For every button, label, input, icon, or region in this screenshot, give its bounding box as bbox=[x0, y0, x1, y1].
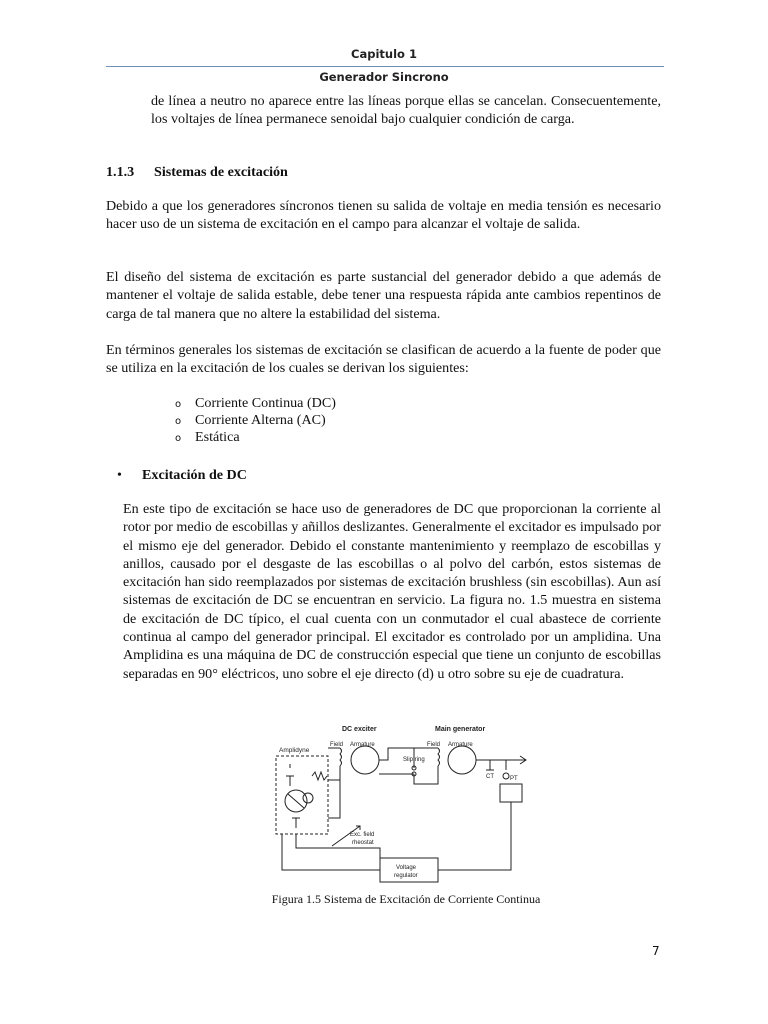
list-item bbox=[175, 429, 240, 447]
paragraph-1: Debido a que los generadores síncronos tienen su salida de voltaje en media tensión es necesario hacer uso de un sistema de excitación en el campo para alcanzar el voltaje de salida. bbox=[106, 198, 661, 233]
generator-field-coil bbox=[438, 748, 440, 766]
main-generator-label: Main generator bbox=[435, 726, 486, 733]
list-item-text: Corriente Continua (DC) bbox=[195, 395, 336, 411]
voltage-label: Voltage bbox=[396, 865, 417, 871]
list-marker: o bbox=[175, 399, 182, 410]
paragraph-3: En términos generales los sistemas de excitación se clasifican de acuerdo a la fuente de poder que se utiliza en la excitación de los cuales se derivan los siguientes: bbox=[106, 342, 661, 377]
amplidyne-label: Amplidyne bbox=[279, 747, 310, 754]
intro-paragraph: de línea a neutro no aparece entre las líneas porque ellas se cancelan. Consecuentemente, los voltajes de línea permanece senoidal bajo cualquier condición de carga. bbox=[151, 93, 661, 128]
exciter-field-coil bbox=[340, 748, 342, 766]
slip-ring-label: Slip ring bbox=[403, 757, 425, 763]
chapter-header: Capitulo 1 bbox=[351, 47, 417, 61]
dc-exciter-label: DC exciter bbox=[342, 726, 377, 733]
header-divider bbox=[106, 66, 664, 67]
dc-excitation-diagram bbox=[268, 718, 530, 890]
page-number: 7 bbox=[652, 944, 660, 958]
ct-pt-box bbox=[500, 784, 522, 802]
armature-label-2: Armature bbox=[448, 742, 473, 748]
regulator-label: regulator bbox=[394, 873, 418, 879]
amplidyne-resistor bbox=[312, 772, 327, 780]
exciter-armature bbox=[351, 746, 379, 774]
ct-label: CT bbox=[486, 774, 494, 780]
generator-armature bbox=[448, 746, 476, 774]
subsection-title: Excitación de DC bbox=[142, 467, 247, 483]
amplidyne-box bbox=[276, 756, 328, 834]
subsection-heading bbox=[117, 467, 247, 484]
field-label-1: Field bbox=[330, 742, 344, 748]
section-number: 1.1.3 bbox=[106, 164, 135, 180]
rheostat-label: rheostat bbox=[352, 840, 374, 846]
list-marker: o bbox=[175, 433, 182, 444]
list-marker: o bbox=[175, 416, 182, 427]
list-item bbox=[175, 412, 326, 430]
list-item-text: Estática bbox=[195, 429, 240, 445]
pt-label: PT bbox=[510, 776, 518, 782]
section-title: Sistemas de excitación bbox=[154, 164, 288, 180]
armature-label-1: Armature bbox=[350, 742, 375, 748]
bullet-marker: • bbox=[117, 467, 122, 483]
field-label-2: Field bbox=[427, 742, 441, 748]
dc-paragraph: En este tipo de excitación se hace uso de generadores de DC que proporcionan la corriente al rotor por medio de escobillas y añillos deslizantes. Generalmente el excitador es impulsado por el mismo eje del generador. Debido el constante mantenimiento y reemplazo de escobillas y anillos, causado por el desgaste de las escobillas o al polvo del carbón, estos sistemas de excitación han sido reemplazados por sistemas de excitación brushless (sin escobillas). Aun así sistemas de excitación de DC se encuentran en servicio. La figura no. 1.5 muestra en sistema de excitación de DC típico, el cual cuenta con un conmutador el cual abastece de corriente continua al campo del generador principal. El excitador es controlado por un amplidina. Una Amplidina es una máquina de DC de construcción especial que tiene un conjunto de escobillas separadas en 90° eléctricos, uno sobre el eje directo (d) u otro sobre su eje de cuadratura. bbox=[123, 501, 661, 682]
exc-field-label: Exc. field bbox=[350, 832, 375, 838]
section-heading bbox=[106, 164, 288, 181]
paragraph-2: El diseño del sistema de excitación es parte sustancial del generador debido a que además de mantener el voltaje de salida estable, debe tener una respuesta rápida ante cambios repentinos de carga de tal manera que no altere la estabilidad del sistema. bbox=[106, 269, 661, 322]
chapter-subtitle: Generador Sincrono bbox=[319, 70, 449, 84]
list-item-text: Corriente Alterna (AC) bbox=[195, 412, 326, 428]
list-item bbox=[175, 395, 336, 413]
figure-caption: Figura 1.5 Sistema de Excitación de Corriente Continua bbox=[271, 892, 541, 906]
